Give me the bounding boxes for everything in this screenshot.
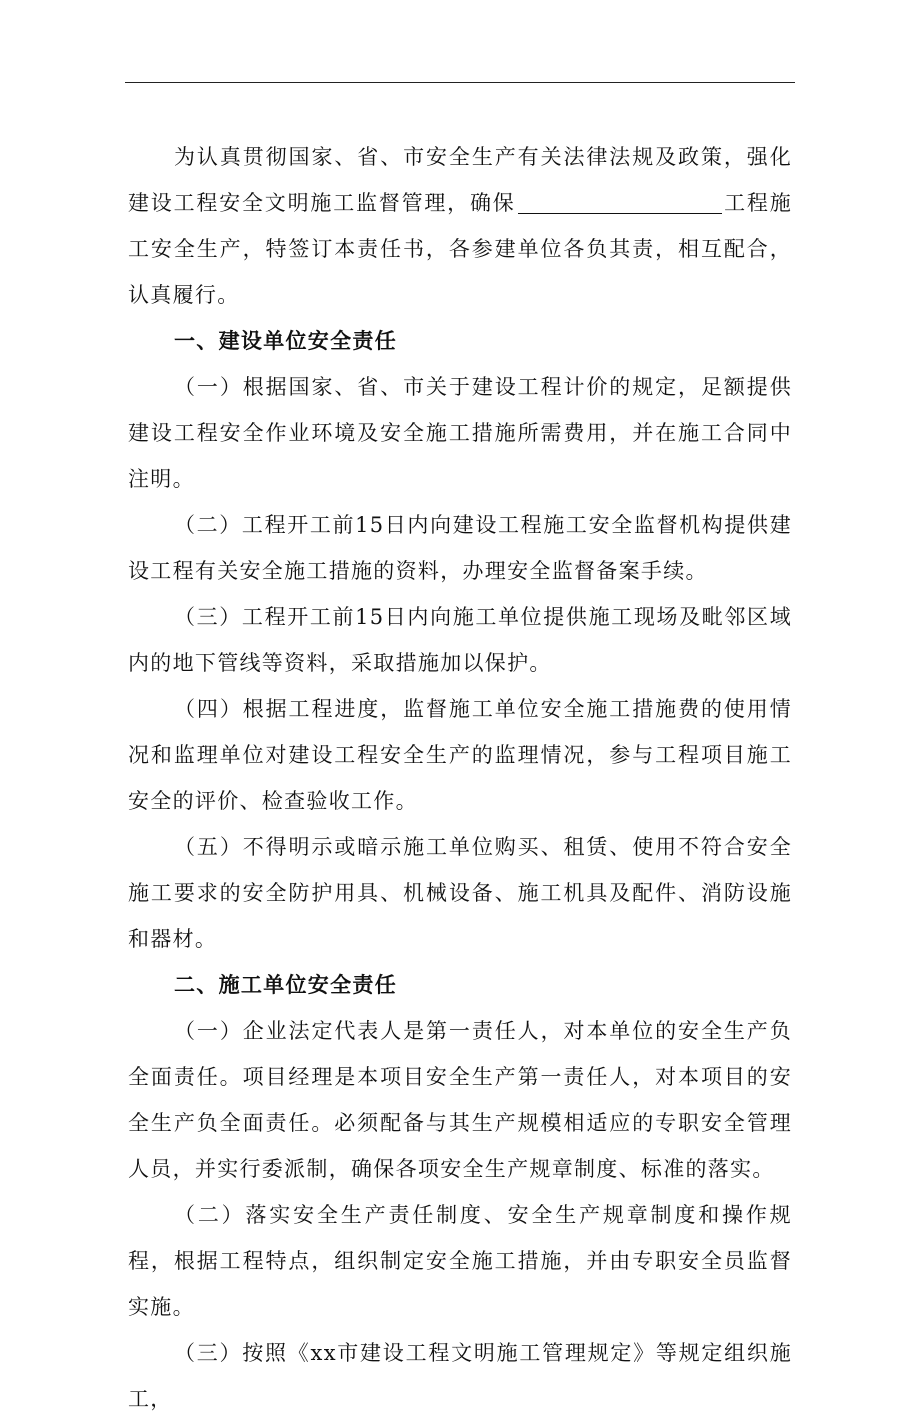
document-body bbox=[128, 134, 792, 1422]
section1-item-1: （一）根据国家、省、市关于建设工程计价的规定，足额提供建设工程安全作业环境及安全施工措施所需费用，并在施工合同中注明。 bbox=[128, 375, 792, 491]
section1-item-3: （三）工程开工前15日内向施工单位提供施工现场及毗邻区域内的地下管线等资料，采取措施加以保护。 bbox=[128, 605, 792, 675]
section1-item-4: （四）根据工程进度，监督施工单位安全施工措施费的使用情况和监理单位对建设工程安全生产的监理情况，参与工程项目施工安全的评价、检查验收工作。 bbox=[128, 697, 792, 813]
intro-paragraph bbox=[128, 134, 792, 318]
section2-item-3: （三）按照《xx市建设工程文明施工管理规定》等规定组织施工， bbox=[128, 1341, 792, 1411]
section1-item-2: （二）工程开工前15日内向建设工程施工安全监督机构提供建设工程有关安全施工措施的资料，办理安全监督备案手续。 bbox=[128, 513, 792, 583]
section1-item-5: （五）不得明示或暗示施工单位购买、租赁、使用不符合安全施工要求的安全防护用具、机械设备、施工机具及配件、消防设施和器材。 bbox=[128, 835, 792, 951]
project-name-blank[interactable] bbox=[518, 189, 722, 214]
intro-text-part1: 为认真贯彻国家、省、市安全生产有关法律法规及政策，强化建设工程安全文明施工监督管理，确保 bbox=[128, 145, 792, 215]
section1-heading: 一、建设单位安全责任 bbox=[174, 328, 397, 353]
intro-text-part2: 工程施工安全生产，特签订本责任书，各参建单位各负其责，相互配合，认真履行。 bbox=[128, 191, 792, 307]
header-rule bbox=[125, 82, 795, 83]
section2-heading: 二、施工单位安全责任 bbox=[174, 972, 397, 997]
section2-item-2: （二）落实安全生产责任制度、安全生产规章制度和操作规程，根据工程特点，组织制定安全施工措施，并由专职安全员监督实施。 bbox=[128, 1203, 792, 1319]
section2-item-1: （一）企业法定代表人是第一责任人，对本单位的安全生产负全面责任。项目经理是本项目安全生产第一责任人，对本项目的安全生产负全面责任。必须配备与其生产规模相适应的专职安全管理人员，并实行委派制，确保各项安全生产规章制度、标准的落实。 bbox=[128, 1019, 792, 1181]
